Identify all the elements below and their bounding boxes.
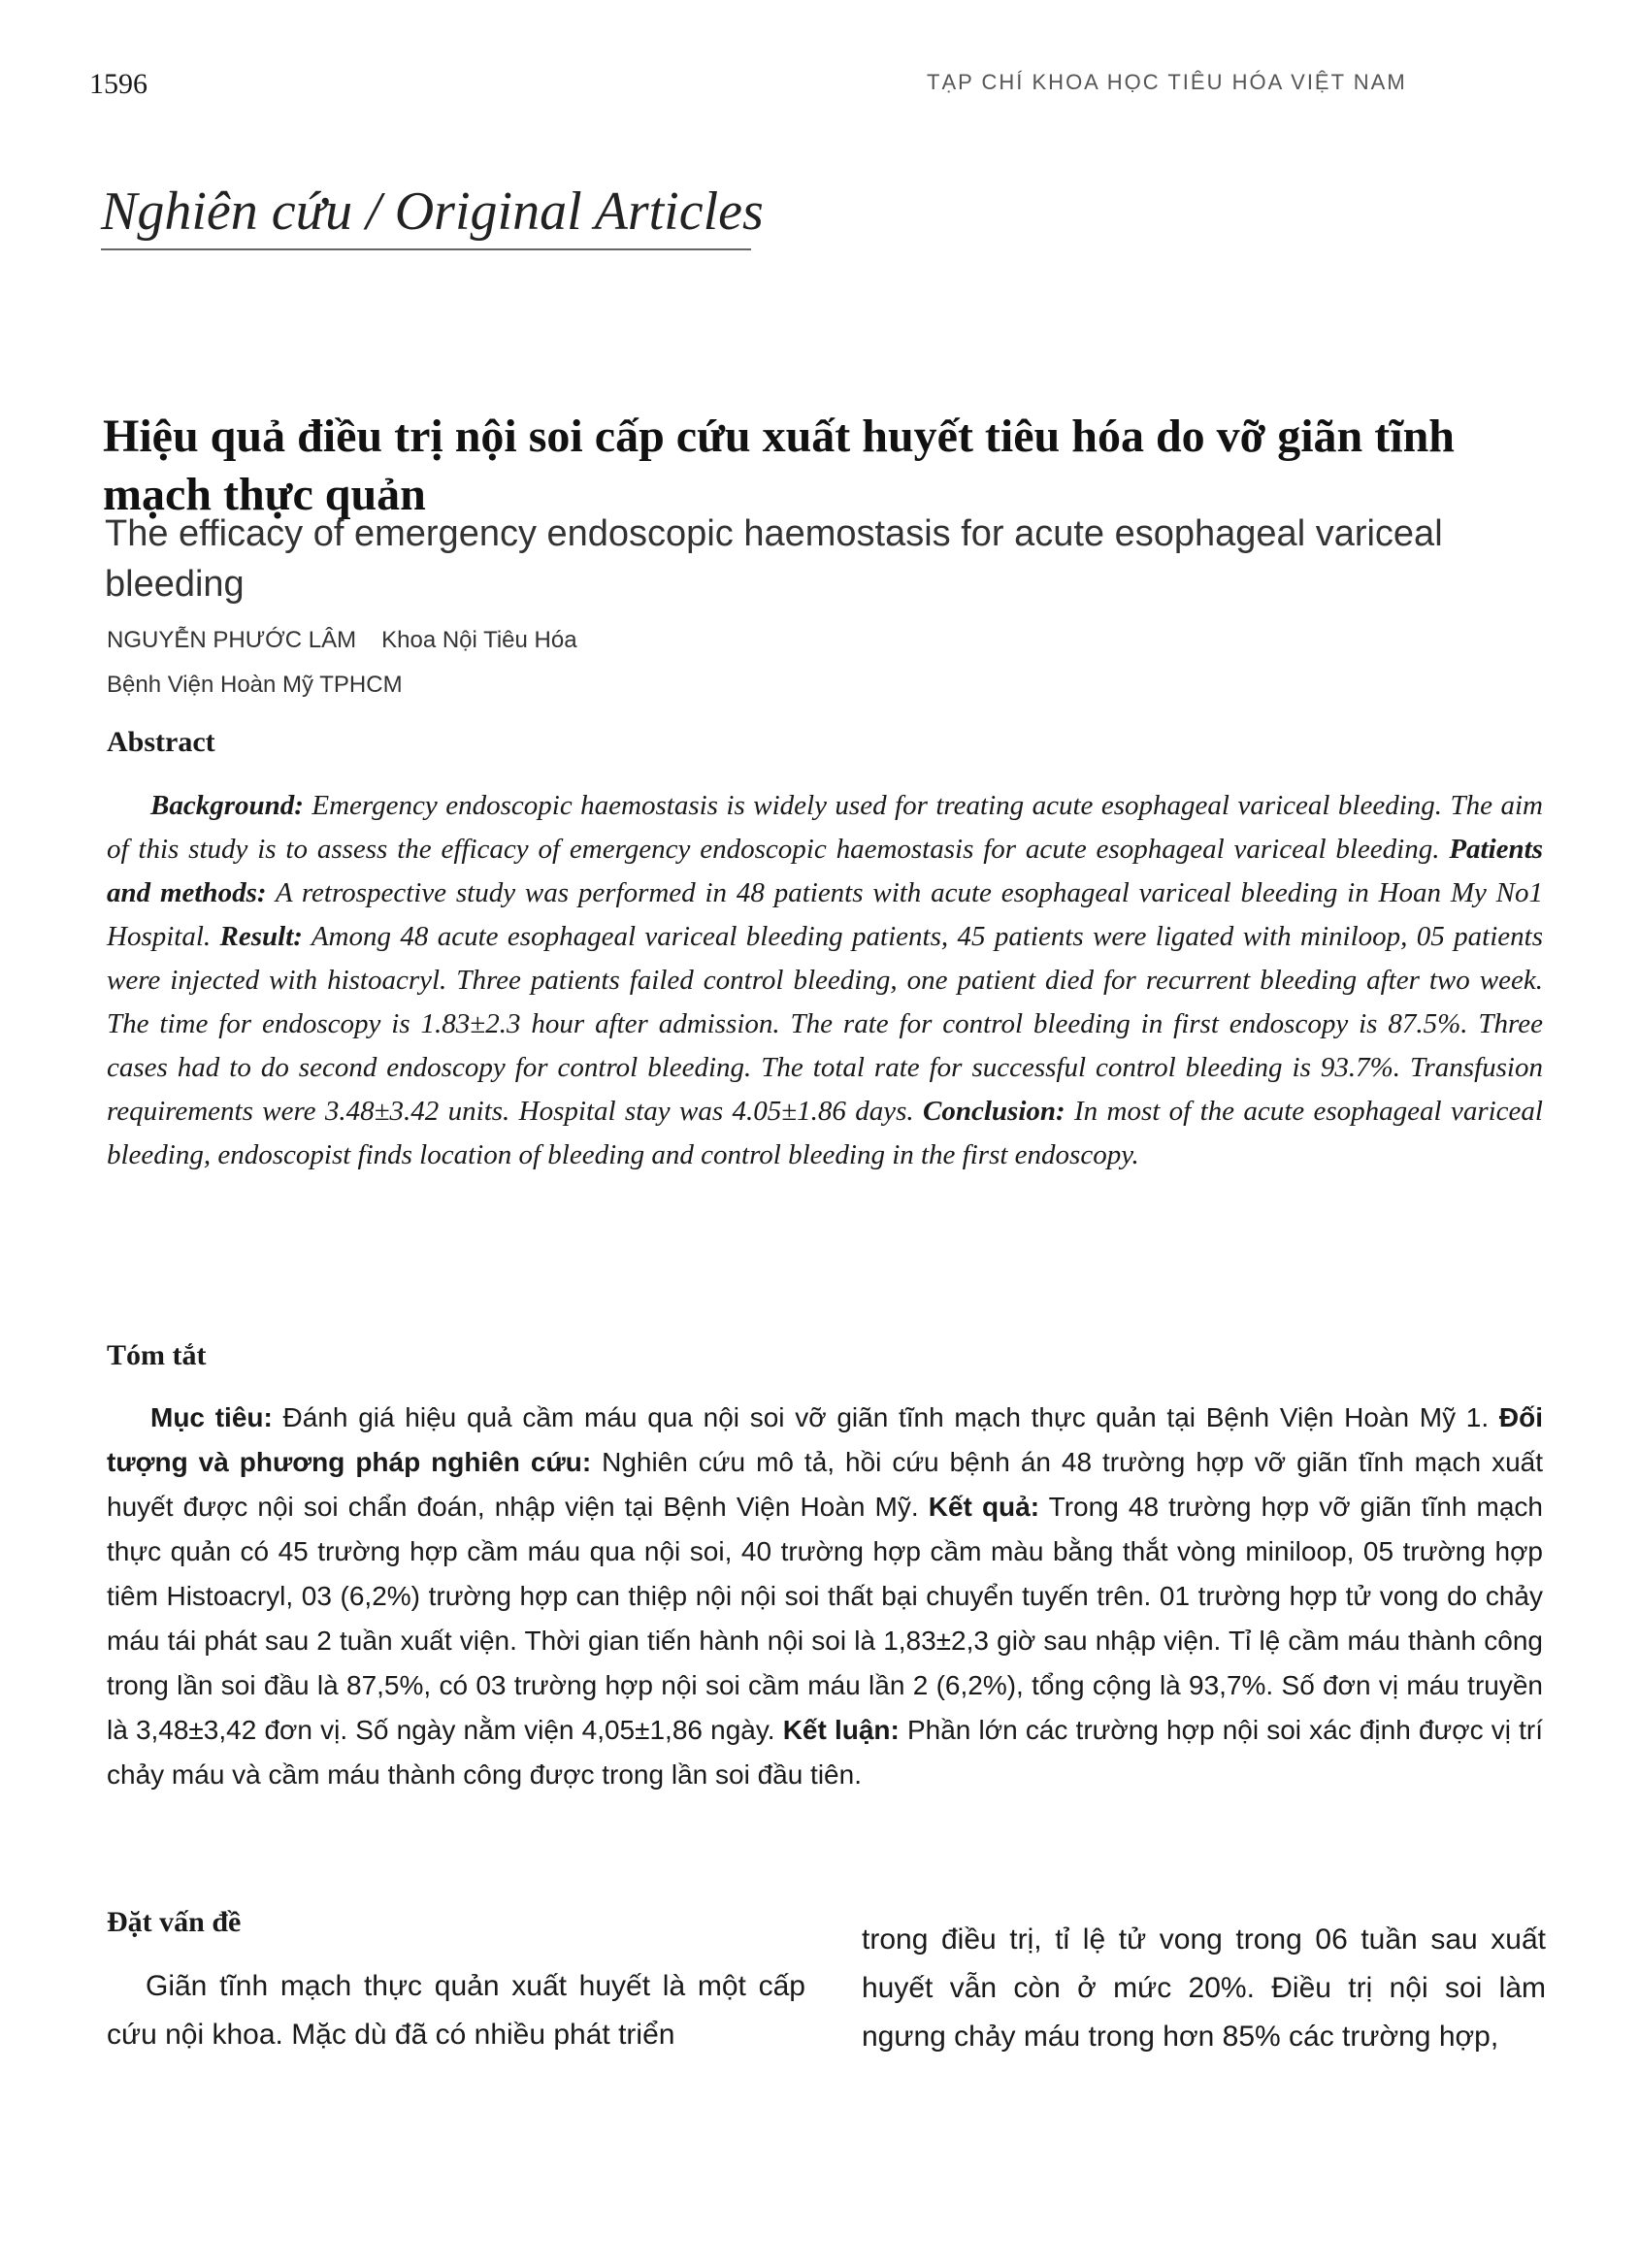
abstract-result-text: Among 48 acute esophageal variceal bleeding patients, 45 patients were ligated with miniloop, 05 patients were injected with histoacryl. Three patients failed control bleeding, one patient died for recurrent bleeding after two week. The time for endoscopy is 1.83±2.3 hour after admission. The rate for control bleeding in first endoscopy is 87.5%. Three cases had to do second endoscopy for control bleeding. The total rate for successful control bleeding is 93.7%. Transfusion requirements were 3.48±3.42 units. Hospital stay was 4.05±1.86 days. xyxy=(107,921,1543,1127)
tomtat-body xyxy=(107,1396,1543,1797)
abstract-methods-text: A retrospective study was performed in 48 patients with acute esophageal variceal bleeding in Hoan My No1 Hospital. xyxy=(107,877,1544,952)
tomtat-result-text: Trong 48 trường hợp vỡ giãn tĩnh mạch thực quản có 45 trường hợp cầm máu qua nội soi, 40 trường hợp cầm màu bằng thắt vòng miniloop, 05 trường hợp tiêm Histoacryl, 03 (6,2%) trường hợp can thiệp nội nội soi thất bại chuyển tuyến trên. 01 trường hợp tử vong do chảy máu tái phát sau 2 tuần xuất viện. Thời gian tiến hành nội soi là 1,83±2,3 giờ sau nhập viện. Tỉ lệ cầm máu thành công trong lần soi đầu là 87,5%, có 03 trường hợp nội soi cầm máu lần 2 (6,2%), tổng cộng là 93,7%. Số đơn vị máu truyền là 3,48±3,42 đơn vị. Số ngày nằm viện 4,05±1,86 ngày. xyxy=(107,1492,1544,1745)
abstract-background-label: Background: xyxy=(150,790,304,821)
tomtat-heading: Tóm tắt xyxy=(107,1339,207,1371)
tomtat-conclusion-text: Phần lớn các trường hợp nội soi xác định được vị trí chảy máu và cầm máu thành công được trong lần soi đầu tiên. xyxy=(107,1715,1544,1790)
abstract-conclusion-text: In most of the acute esophageal variceal bleeding, endoscopist finds location of bleeding and control bleeding in the first endoscopy. xyxy=(107,1096,1543,1170)
page-number: 1596 xyxy=(89,68,148,100)
tomtat-methods-label: Đối tượng và phương pháp nghiên cứu: xyxy=(107,1402,1543,1477)
abstract-result-label: Result: xyxy=(219,921,303,952)
section-label: Nghiên cứu / Original Articles xyxy=(101,181,764,242)
tomtat-methods-text: Nghiên cứu mô tả, hồi cứu bệnh án 48 trường hợp vỡ giãn tĩnh mạch xuất huyết được nội soi chẩn đoán, nhập viện tại Bệnh Viện Hoàn Mỹ. xyxy=(107,1447,1543,1522)
author-institution: Bệnh Viện Hoàn Mỹ TPHCM xyxy=(107,672,403,698)
abstract-methods-label: Patients and methods: xyxy=(107,834,1543,908)
introduction-right-column: trong điều trị, tỉ lệ tử vong trong 06 tuần sau xuất huyết vẫn còn ở mức 20%. Điều trị nội soi làm ngưng chảy máu trong hơn 85% các trường hợp, xyxy=(862,1923,1546,2053)
author-name: NGUYỄN PHƯỚC LÂM xyxy=(107,627,357,653)
tomtat-objective-text: Đánh giá hiệu quả cầm máu qua nội soi vỡ giãn tĩnh mạch thực quản tại Bệnh Viện Hoàn Mỹ 1. xyxy=(272,1402,1499,1432)
tomtat-conclusion-label: Kết luận: xyxy=(782,1715,900,1745)
author-line xyxy=(107,627,577,654)
tomtat-objective-label: Mục tiêu: xyxy=(150,1402,273,1432)
running-head: TẠP CHÍ KHOA HỌC TIÊU HÓA VIỆT NAM xyxy=(927,70,1407,94)
article-title-english: The efficacy of emergency endoscopic haemostasis for acute esophageal variceal bleeding xyxy=(105,513,1443,605)
article-title-vietnamese: Hiệu quả điều trị nội soi cấp cứu xuất huyết tiêu hóa do vỡ giãn tĩnh mạch thực quản xyxy=(103,411,1455,521)
section-rule xyxy=(101,248,751,250)
author-department: Khoa Nội Tiêu Hóa xyxy=(381,627,577,653)
abstract-conclusion-label: Conclusion: xyxy=(923,1096,1065,1127)
abstract-heading: Abstract xyxy=(107,726,215,758)
abstract-body xyxy=(107,784,1543,1177)
introduction-left-column: Giãn tĩnh mạch thực quản xuất huyết là một cấp cứu nội khoa. Mặc dù đã có nhiều phát triển xyxy=(107,1970,805,2051)
tomtat-result-label: Kết quả: xyxy=(928,1492,1040,1522)
introduction-heading: Đặt vấn đề xyxy=(107,1906,242,1938)
abstract-background-text: Emergency endoscopic haemostasis is widely used for treating acute esophageal variceal bleeding. The aim of this study is to assess the efficacy of emergency endoscopic haemostasis for acute esophageal variceal bleeding. xyxy=(107,790,1543,865)
